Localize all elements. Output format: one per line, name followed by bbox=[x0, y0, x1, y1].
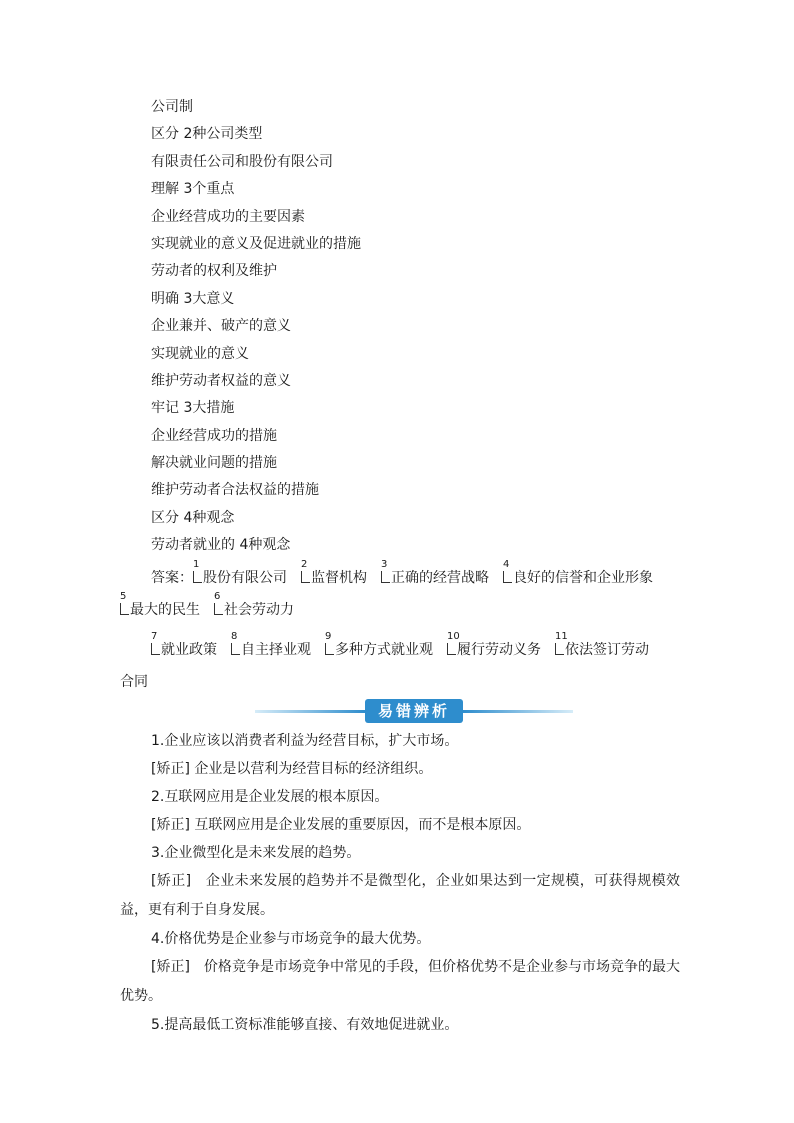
answer-item bbox=[120, 591, 200, 626]
banner-line-right bbox=[463, 710, 573, 713]
outline-line: 理解 3个重点 bbox=[151, 181, 235, 198]
blank-box-icon bbox=[214, 591, 223, 615]
answer-item bbox=[503, 559, 653, 594]
answer-item bbox=[193, 559, 287, 594]
blank-box-icon bbox=[325, 631, 334, 655]
blank-box-icon bbox=[193, 559, 202, 583]
section-banner bbox=[255, 699, 573, 723]
correction: [矫正] 互联网应用是企业发展的重要原因，而不是根本原因。 bbox=[151, 817, 531, 833]
answer-text: 正确的经营战略 bbox=[391, 570, 489, 586]
answer-text: 合同 bbox=[120, 674, 148, 690]
blank-box-icon bbox=[381, 559, 390, 583]
answer-row bbox=[120, 631, 680, 666]
answer-label: 答案： bbox=[151, 570, 193, 586]
answer-item bbox=[555, 631, 649, 666]
answer-text: 履行劳动义务 bbox=[457, 642, 541, 658]
answer-item bbox=[231, 631, 311, 666]
outline-line: 企业兼并、破产的意义 bbox=[151, 318, 291, 335]
outline-line: 劳动者就业的 4种观念 bbox=[151, 537, 291, 554]
answer-item bbox=[301, 559, 367, 594]
outline-line: 牢记 3大措施 bbox=[151, 400, 235, 417]
outline-line: 劳动者的权利及维护 bbox=[151, 263, 277, 280]
answer-text: 依法签订劳动 bbox=[565, 642, 649, 658]
blank-box-icon bbox=[301, 559, 310, 583]
blank-box-icon bbox=[231, 631, 240, 655]
blank-box-icon bbox=[555, 631, 568, 655]
error-statement: 2.互联网应用是企业发展的根本原因。 bbox=[151, 789, 389, 805]
correction: [矫正] 企业是以营利为经营目标的经济组织。 bbox=[151, 761, 433, 777]
answer-item bbox=[214, 591, 294, 626]
blank-box-icon bbox=[120, 591, 129, 615]
answer-row bbox=[120, 666, 680, 698]
answer-item bbox=[325, 631, 433, 666]
correction: [矫正] 价格竞争是市场竞争中常见的手段，但价格优势不是企业参与市场竞争的最大优势。 bbox=[120, 959, 680, 1004]
blank-number: 6 bbox=[214, 591, 221, 602]
outline-line: 公司制 bbox=[151, 99, 193, 115]
answer-item bbox=[447, 631, 541, 666]
outline-line: 区分 4种观念 bbox=[151, 509, 235, 526]
answer-block bbox=[120, 559, 680, 698]
answer-item bbox=[381, 559, 489, 594]
blank-number: 3 bbox=[381, 559, 388, 570]
answer-text: 自主择业观 bbox=[241, 642, 311, 658]
blank-number: 10 bbox=[447, 631, 460, 642]
error-statement: 5.提高最低工资标准能够直接、有效地促进就业。 bbox=[151, 1017, 459, 1033]
blank-number: 4 bbox=[503, 559, 510, 570]
outline-line: 企业经营成功的主要因素 bbox=[151, 208, 305, 225]
blank-box-icon bbox=[151, 631, 160, 655]
answer-text: 多种方式就业观 bbox=[335, 642, 433, 658]
outline-line: 实现就业的意义 bbox=[151, 345, 249, 362]
error-analysis bbox=[120, 727, 680, 1039]
banner-line-left bbox=[255, 710, 365, 713]
error-statement: 4.价格优势是企业参与市场竞争的最大优势。 bbox=[151, 931, 431, 947]
outline-line: 实现就业的意义及促进就业的措施 bbox=[151, 235, 361, 252]
answer-text: 最大的民生 bbox=[130, 602, 200, 618]
answer-text: 社会劳动力 bbox=[224, 602, 294, 618]
answer-text: 良好的信誉和企业形象 bbox=[513, 570, 653, 586]
blank-number: 9 bbox=[325, 631, 332, 642]
correction: [矫正] 企业未来发展的趋势并不是微型化，企业如果达到一定规模，可获得规模效益，更有利于自身发展。 bbox=[120, 873, 680, 918]
outline-line: 明确 3大意义 bbox=[151, 290, 235, 307]
error-statement: 1.企业应该以消费者利益为经营目标，扩大市场。 bbox=[151, 733, 459, 749]
blank-number: 5 bbox=[120, 591, 127, 602]
answer-text: 股份有限公司 bbox=[203, 570, 287, 586]
outline-line: 企业经营成功的措施 bbox=[151, 427, 277, 444]
blank-number: 11 bbox=[555, 631, 568, 642]
answer-text: 就业政策 bbox=[161, 642, 217, 658]
answer-text: 监督机构 bbox=[311, 570, 367, 586]
outline-line: 维护劳动者合法权益的措施 bbox=[151, 482, 319, 499]
blank-number: 8 bbox=[231, 631, 238, 642]
blank-box-icon bbox=[503, 559, 512, 583]
blank-box-icon bbox=[447, 631, 460, 655]
outline-line: 维护劳动者权益的意义 bbox=[151, 372, 291, 389]
blank-number: 7 bbox=[151, 631, 158, 642]
error-statement: 3.企业微型化是未来发展的趋势。 bbox=[151, 845, 361, 861]
answer-row bbox=[120, 591, 680, 626]
outline-line: 区分 2种公司类型 bbox=[151, 126, 263, 143]
answer-item bbox=[151, 631, 217, 666]
blank-number: 2 bbox=[301, 559, 308, 570]
outline-line: 解决就业问题的措施 bbox=[151, 455, 277, 472]
blank-number: 1 bbox=[193, 559, 200, 570]
outline-line: 有限责任公司和股份有限公司 bbox=[151, 153, 333, 170]
answer-row bbox=[120, 559, 680, 594]
section-title: 易错辨析 bbox=[365, 699, 463, 723]
knowledge-outline bbox=[151, 94, 711, 560]
